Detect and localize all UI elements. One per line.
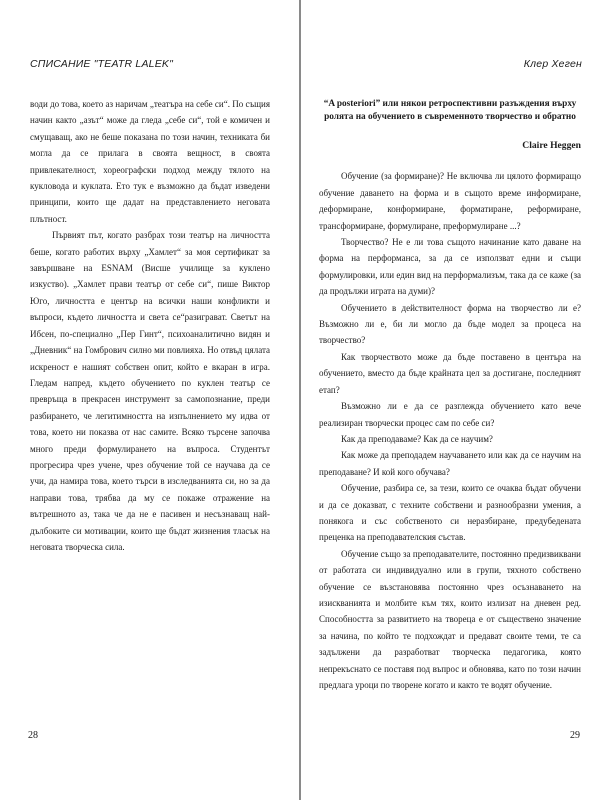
page-number-left: 28	[28, 730, 38, 741]
left-page	[0, 0, 299, 800]
running-header-left: СПИСАНИЕ "TEATR LALEK"	[30, 58, 174, 70]
body-paragraph: Как може да преподадем научаването или как да се научим на преподаване? И кой кого обучава?	[319, 450, 581, 477]
body-paragraph: Обучение (за формиране)? Не включва ли цялото формиращо обучение даването на форма и в същото време информиране, деформиране, конформиране, форматиране, реформиране, трансформиране, формулиране, преформулиране ...?	[319, 171, 581, 231]
body-paragraph: Първият път, когато разбрах този театър на личността беше, когато работих върху „Хамлет“ за моя сертификат за завършване на ESNAM (Висше училище за куклено изкуство). „Хамлет прави театър от себе си“, пише Виктор Юго, личността е център на всички наши конфликти и въпроси, където личността и света се“разиграват. Светът на Ибсен, по-специално „Пер Гинт“, психоаналитично видян и „Дневник“ на Гомбрович силно ми повлияха. Но отвъд цялата искреност е нашият собствен опит, който е вкаран в игра. Гледам напред, където обучението по куклен театър се превръща в прекрасен инструмент за самопознание, преди разбирането, че легитимността на изпълнението му идва от това, което ни показва от нас самите. Всяко търсене започва много преди формулирането на въпроса. Студентът прогресира чрез учене, чрез обучение той се научава да се учи, да намира това, което търси в изследванията си, но за да направи това, трябва да му се покаже отражение на вътрешното аз, така че да не е пасивен и несъзнаващ най-дълбоките си мотивации, които ще бъдат жизнения тласък на неговата творческа сила.	[30, 230, 270, 552]
body-paragraph: Възможно ли е да се разглежда обучението като вече реализиран творчески процес сам по себе си?	[319, 401, 581, 428]
page-number-right: 29	[570, 730, 580, 741]
body-paragraph: Творчество? Не е ли това същото начинание като даване на форма на перформанса, за да се използват едни и същи формулировки, или един вид на перформализъм, така да се каже (за да продължи играта на думи)?	[319, 237, 581, 297]
body-paragraph: Обучението в действителност форма на творчество ли е? Възможно ли е, би ли могло да бъде модел за процеса на творчество?	[319, 302, 581, 346]
body-paragraph: Обучение също за преподавателите, постоянно предизвиквани от работата си индивидуално или в групи, тяхното собствено обучение се възстановява постоянно чрез осъзнаването на изискванията и молбите към тях, които излизат на дневен ред. Способността за развитието на твореца е от съществено значение за начина, по който те подхождат и предават своите теми, те са задължени да разработват творческа педагогика, която непрекъснато се поставя под въпрос и обновява, като по този начин предлага уроци по творене когато и както те водят обучение.	[319, 548, 581, 690]
right-page-body	[319, 98, 581, 693]
body-paragraph: Как да преподаваме? Как да се научим?	[341, 433, 493, 444]
body-paragraph: Как творчеството може да бъде поставено в центъра на обучението, вместо да бъде крайната цел за достигане, последният етап?	[319, 351, 581, 395]
right-page	[301, 0, 600, 800]
running-header-right: Клер Хеген	[523, 58, 582, 70]
body-paragraph: води до това, което аз наричам „театъра на себе си“. По същия начин както „азът“ може да гледа „себе си“, той е комичен и смущаващ, ако не беше показана по този начин, техниката би могла да се прилага в своята вещност, в своята привлекателност, хореографски подход между тялото на кукловода и куклата. Ето тук е възможно да бъдат изведени принципи, които ще дадат на представлението неговата плътност.	[30, 99, 270, 224]
article-title: “A posteriori” или някои ретроспективни разъждения върху ролята на обучението в съвременното творчество и обратно	[323, 99, 577, 122]
left-page-body	[30, 96, 270, 555]
body-paragraph: Обучение, разбира се, за тези, които се очаква бъдат обучени и да се доказват, с техните собствени и разнообразни умения, а понякога и със собственото си неразбиране, предубедената преценка на преподавателския състав.	[319, 483, 581, 543]
article-author: Claire Heggen	[522, 140, 581, 151]
